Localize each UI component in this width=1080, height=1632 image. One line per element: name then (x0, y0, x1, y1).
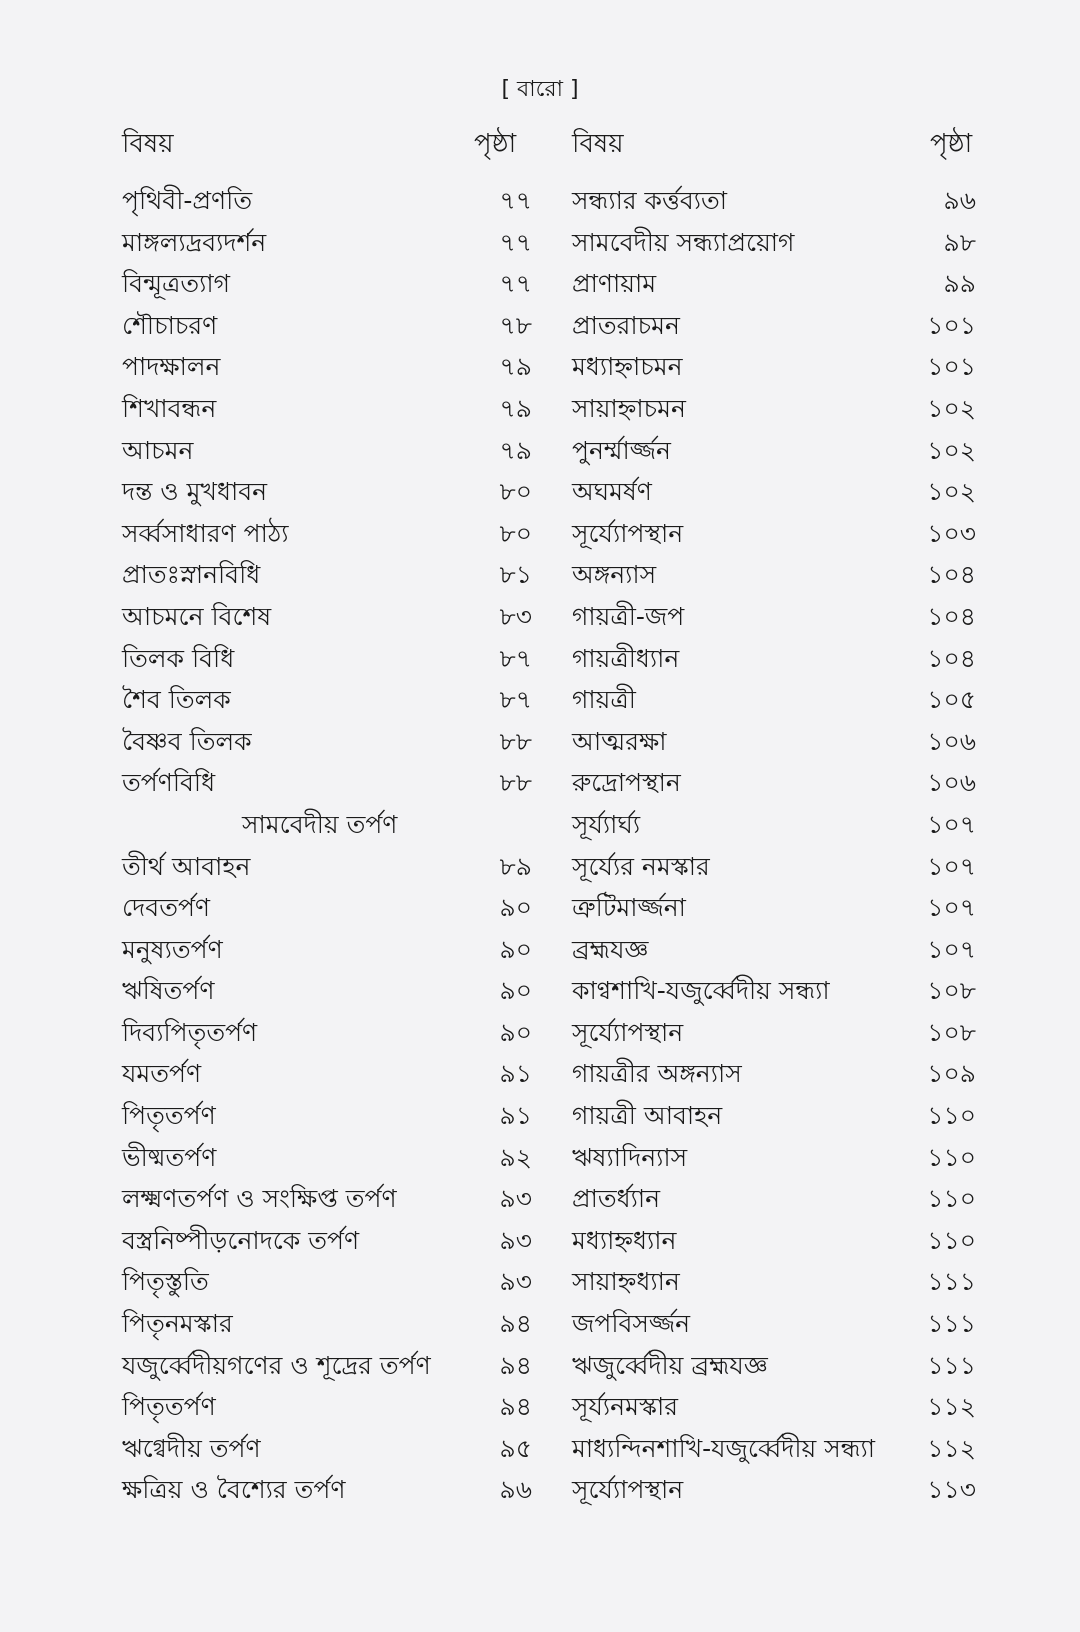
toc-entry (572, 596, 976, 638)
entry-title: মধ্যাহ্নাচমন (572, 352, 683, 382)
entry-page-number: ১০৩ (927, 518, 976, 548)
entry-title: সূর্য্যোপস্থান (572, 518, 684, 548)
toc-entry (122, 887, 532, 929)
entry-title: মনুষ্যতর্পণ (122, 934, 223, 964)
entry-page-number: ৯৮ (943, 227, 976, 257)
entry-title: গায়ত্রীর অঙ্গন্যাস (572, 1059, 742, 1089)
entry-page-number: ১০২ (927, 477, 976, 507)
entry-page-number: ১০৪ (927, 560, 976, 590)
toc-entry (122, 1345, 532, 1387)
entry-page-number: ৮১ (499, 560, 532, 590)
entry-title: গায়ত্রীধ্যান (572, 643, 680, 673)
toc-entry (572, 471, 976, 513)
toc-entry (572, 762, 976, 804)
toc-entry (122, 263, 532, 305)
toc-entry (122, 721, 532, 763)
entry-page-number: ৮০ (499, 477, 532, 507)
entry-title: ঋষিতর্পণ (122, 976, 215, 1006)
toc-entry (122, 929, 532, 971)
toc-entry (122, 846, 532, 888)
entry-title: গায়ত্রী (572, 685, 636, 715)
entry-page-number: ১০৫ (927, 685, 976, 715)
entry-title: সূর্য্যোপস্থান (572, 1475, 684, 1505)
entry-title: সায়াহ্নাচমন (572, 393, 686, 423)
entry-title: প্রাতরাচমন (572, 310, 680, 340)
entry-title: আচমন (122, 435, 194, 465)
entry-page-number: ৯৩ (499, 1267, 532, 1297)
toc-entry (572, 638, 976, 680)
entry-page-number: ১০৪ (927, 643, 976, 673)
toc-entry (122, 679, 532, 721)
entry-title: পুনর্ম্মার্জ্জন (572, 435, 671, 465)
entry-page-number: ১০১ (927, 310, 976, 340)
entry-page-number: ১০৪ (927, 601, 976, 631)
toc-entry (572, 1428, 976, 1470)
entry-page-number: ৯৪ (499, 1309, 532, 1339)
toc-entry (122, 1220, 532, 1262)
entry-title: লক্ষ্মণতর্পণ ও সংক্ষিপ্ত তর্পণ (122, 1184, 397, 1214)
toc-entry (122, 762, 532, 804)
toc-entry (122, 430, 532, 472)
entry-title: ভীষ্মতর্পণ (122, 1142, 217, 1172)
entry-title: অঙ্গন্যাস (572, 560, 657, 590)
entry-title: দিব্যপিতৃতর্পণ (122, 1017, 258, 1047)
entry-page-number: ১০২ (927, 393, 976, 423)
toc-entry (572, 222, 976, 264)
entry-page-number: ১১১ (927, 1267, 976, 1297)
toc-entry (572, 679, 976, 721)
entry-page-number: ৯৩ (499, 1184, 532, 1214)
entry-title: প্রাণায়াম (572, 269, 657, 299)
toc-entry (122, 1095, 532, 1137)
entry-page-number: ১০৭ (927, 851, 976, 881)
entry-page-number: ১০৭ (927, 934, 976, 964)
entry-title: সায়াহ্নধ্যান (572, 1267, 680, 1297)
toc-entry (572, 346, 976, 388)
toc-entry (122, 596, 532, 638)
entry-title: ব্রহ্মযজ্ঞ (572, 934, 649, 964)
section-heading (122, 804, 532, 846)
entry-page-number: ৯০ (499, 893, 532, 923)
entry-title: পিতৃতর্পণ (122, 1392, 216, 1422)
entry-page-number: ১১০ (927, 1142, 976, 1172)
toc-entry (122, 1303, 532, 1345)
toc-entry (122, 305, 532, 347)
toc-entry (572, 263, 976, 305)
entry-title: জপবিসর্জ্জন (572, 1309, 691, 1339)
toc-entry (572, 1386, 976, 1428)
entry-page-number: ৭৭ (499, 227, 532, 257)
entry-title: পিতৃনমস্কার (122, 1309, 233, 1339)
entry-page-number: ৮৭ (499, 685, 532, 715)
toc-entry (122, 1469, 532, 1511)
right-subject-heading: বিষয় (572, 129, 624, 159)
entry-title: সূর্য্যের নমস্কার (572, 851, 710, 881)
entry-page-number: ৯০ (499, 934, 532, 964)
entry-page-number: ৯৪ (499, 1392, 532, 1422)
toc-entry (122, 638, 532, 680)
toc-entry (572, 1012, 976, 1054)
left-column (122, 180, 532, 1511)
entry-page-number: ৮৯ (499, 851, 532, 881)
toc-entry (572, 929, 976, 971)
entry-title: গায়ত্রী-জপ (572, 601, 685, 631)
entry-page-number: ১০৮ (927, 1017, 976, 1047)
entry-title: বস্ত্রনিষ্পীড়নোদকে তর্পণ (122, 1225, 360, 1255)
toc-entry (572, 388, 976, 430)
entry-title: কাণ্বশাখি-যজুর্ব্বেদীয় সন্ধ্যা (572, 976, 830, 1006)
entry-page-number: ৭৯ (499, 393, 532, 423)
entry-title: মাধ্যন্দিনশাখি-যজুর্ব্বেদীয় সন্ধ্যা (572, 1433, 876, 1463)
entry-title: ক্ষত্রিয় ও বৈশ্যের তর্পণ (122, 1475, 346, 1505)
toc-entry (572, 1053, 976, 1095)
toc-entry (122, 513, 532, 555)
entry-page-number: ১০৬ (927, 726, 976, 756)
entry-page-number: ৮৩ (499, 601, 532, 631)
entry-page-number: ৯০ (499, 976, 532, 1006)
toc-entry (122, 180, 532, 222)
entry-page-number: ১১১ (927, 1309, 976, 1339)
entry-page-number: ৮৮ (499, 726, 532, 756)
entry-page-number: ৭৯ (499, 352, 532, 382)
entry-page-number: ৭৯ (499, 435, 532, 465)
entry-page-number: ১০৭ (927, 893, 976, 923)
entry-title: তর্পণবিধি (122, 768, 216, 798)
entry-page-number: ৯৬ (499, 1475, 532, 1505)
entry-title: সূর্য্যোপস্থান (572, 1017, 684, 1047)
entry-title: ঋগ্বেদীয় তর্পণ (122, 1433, 261, 1463)
entry-title: সর্ব্বসাধারণ পাঠ্য (122, 518, 289, 548)
right-page-heading: পৃষ্ঠা (930, 129, 973, 159)
toc-entry (572, 1178, 976, 1220)
toc-entry (572, 887, 976, 929)
toc-entry (572, 846, 976, 888)
entry-title: সন্ধ্যার কর্ত্তব্যতা (572, 186, 728, 215)
entry-page-number: ৯১ (499, 1059, 532, 1089)
toc-entry (572, 554, 976, 596)
entry-title: গায়ত্রী আবাহন (572, 1101, 723, 1131)
entry-title: সামবেদীয় তর্পণ (242, 809, 398, 839)
toc-entry (572, 804, 976, 846)
entry-page-number: ১০৬ (927, 768, 976, 798)
left-page-heading: পৃষ্ঠা (474, 129, 517, 159)
entry-title: বিন্মূত্রত্যাগ (122, 269, 230, 299)
entry-page-number: ৮৭ (499, 643, 532, 673)
entry-title: পাদক্ষালন (122, 352, 221, 382)
entry-page-number: ১১০ (927, 1184, 976, 1214)
toc-entry (122, 1261, 532, 1303)
toc-entry (572, 721, 976, 763)
toc-entry (572, 1345, 976, 1387)
toc-entry (572, 180, 976, 222)
entry-title: মাঙ্গল্যদ্রব্যদর্শন (122, 227, 267, 257)
entry-page-number: ১১০ (927, 1225, 976, 1255)
entry-page-number: ১১১ (927, 1350, 976, 1380)
toc-entry (122, 1386, 532, 1428)
entry-page-number: ৭৭ (499, 269, 532, 299)
toc-entry (572, 430, 976, 472)
entry-page-number: ১০১ (927, 352, 976, 382)
entry-page-number: ৯০ (499, 1017, 532, 1047)
toc-entry (572, 1303, 976, 1345)
toc-entry (572, 1469, 976, 1511)
entry-title: রুদ্রোপস্থান (572, 768, 681, 798)
toc-entry (122, 1137, 532, 1179)
entry-page-number: ৯৬ (943, 186, 976, 215)
toc-entry (572, 513, 976, 555)
entry-title: শৌচাচরণ (122, 310, 218, 340)
entry-title: পৃথিবী-প্রণতি (122, 186, 253, 215)
entry-title: তীর্থ আবাহন (122, 851, 251, 881)
entry-page-number: ১০৯ (927, 1059, 976, 1089)
toc-entry (572, 1137, 976, 1179)
entry-title: শিখাবন্ধন (122, 393, 217, 423)
entry-page-number: ৯২ (499, 1142, 532, 1172)
toc-entry (122, 388, 532, 430)
entry-page-number: ৭৭ (499, 186, 532, 215)
toc-entry (572, 1261, 976, 1303)
entry-title: যজুর্ব্বেদীয়গণের ও শূদ্রের তর্পণ (122, 1350, 431, 1380)
toc-entry (122, 471, 532, 513)
entry-page-number: ১০৮ (927, 976, 976, 1006)
right-column (572, 180, 976, 1511)
entry-page-number: ৯৫ (499, 1433, 532, 1463)
entry-title: দেবতর্পণ (122, 893, 211, 923)
toc-entry (122, 222, 532, 264)
page-header: [ বারো ] (501, 77, 579, 102)
entry-title: যমতর্পণ (122, 1059, 202, 1089)
entry-title: ত্রুটিমার্জ্জনা (572, 893, 686, 923)
toc-entry (572, 305, 976, 347)
entry-title: পিতৃস্তুতি (122, 1267, 209, 1297)
entry-title: প্রাতঃস্নানবিধি (122, 560, 261, 590)
toc-entry (122, 1178, 532, 1220)
entry-title: ঋজুর্ব্বেদীয় ব্রহ্মযজ্ঞ (572, 1350, 768, 1380)
entry-page-number: ৮০ (499, 518, 532, 548)
entry-page-number: ১১২ (927, 1433, 976, 1463)
toc-entry (122, 554, 532, 596)
toc-entry (122, 1053, 532, 1095)
entry-title: মধ্যাহ্নধ্যান (572, 1225, 677, 1255)
entry-title: আচমনে বিশেষ (122, 601, 272, 631)
toc-entry (122, 346, 532, 388)
entry-page-number: ৯১ (499, 1101, 532, 1131)
entry-title: অঘমর্ষণ (572, 477, 652, 507)
entry-title: পিতৃতর্পণ (122, 1101, 216, 1131)
toc-entry (122, 1012, 532, 1054)
toc-entry (122, 1428, 532, 1470)
entry-page-number: ১১২ (927, 1392, 976, 1422)
entry-title: সূর্য্যার্ঘ্য (572, 809, 641, 839)
entry-page-number: ৯৯ (943, 269, 976, 299)
entry-page-number: ৯৩ (499, 1225, 532, 1255)
entry-page-number: ৭৮ (499, 310, 532, 340)
toc-entry (572, 1220, 976, 1262)
entry-title: প্রাতর্ধ্যান (572, 1184, 661, 1214)
entry-page-number: ১১০ (927, 1101, 976, 1131)
toc-entry (572, 970, 976, 1012)
entry-title: দন্ত ও মুখধাবন (122, 477, 268, 507)
entry-title: ঋষ্যাদিন্যাস (572, 1142, 688, 1172)
entry-title: তিলক বিধি (122, 643, 235, 673)
left-subject-heading: বিষয় (122, 129, 174, 159)
entry-title: বৈষ্ণব তিলক (122, 726, 252, 756)
toc-entry (572, 1095, 976, 1137)
toc-entry (122, 970, 532, 1012)
entry-title: সামবেদীয় সন্ধ্যাপ্রয়োগ (572, 227, 795, 257)
entry-title: সূর্য্যনমস্কার (572, 1392, 678, 1422)
entry-page-number: ১০৭ (927, 809, 976, 839)
entry-page-number: ৮৮ (499, 768, 532, 798)
entry-page-number: ১০২ (927, 435, 976, 465)
entry-page-number: ৯৪ (499, 1350, 532, 1380)
entry-title: আত্মরক্ষা (572, 726, 667, 756)
entry-page-number: ১১৩ (927, 1475, 976, 1505)
entry-title: শৈব তিলক (122, 685, 231, 715)
